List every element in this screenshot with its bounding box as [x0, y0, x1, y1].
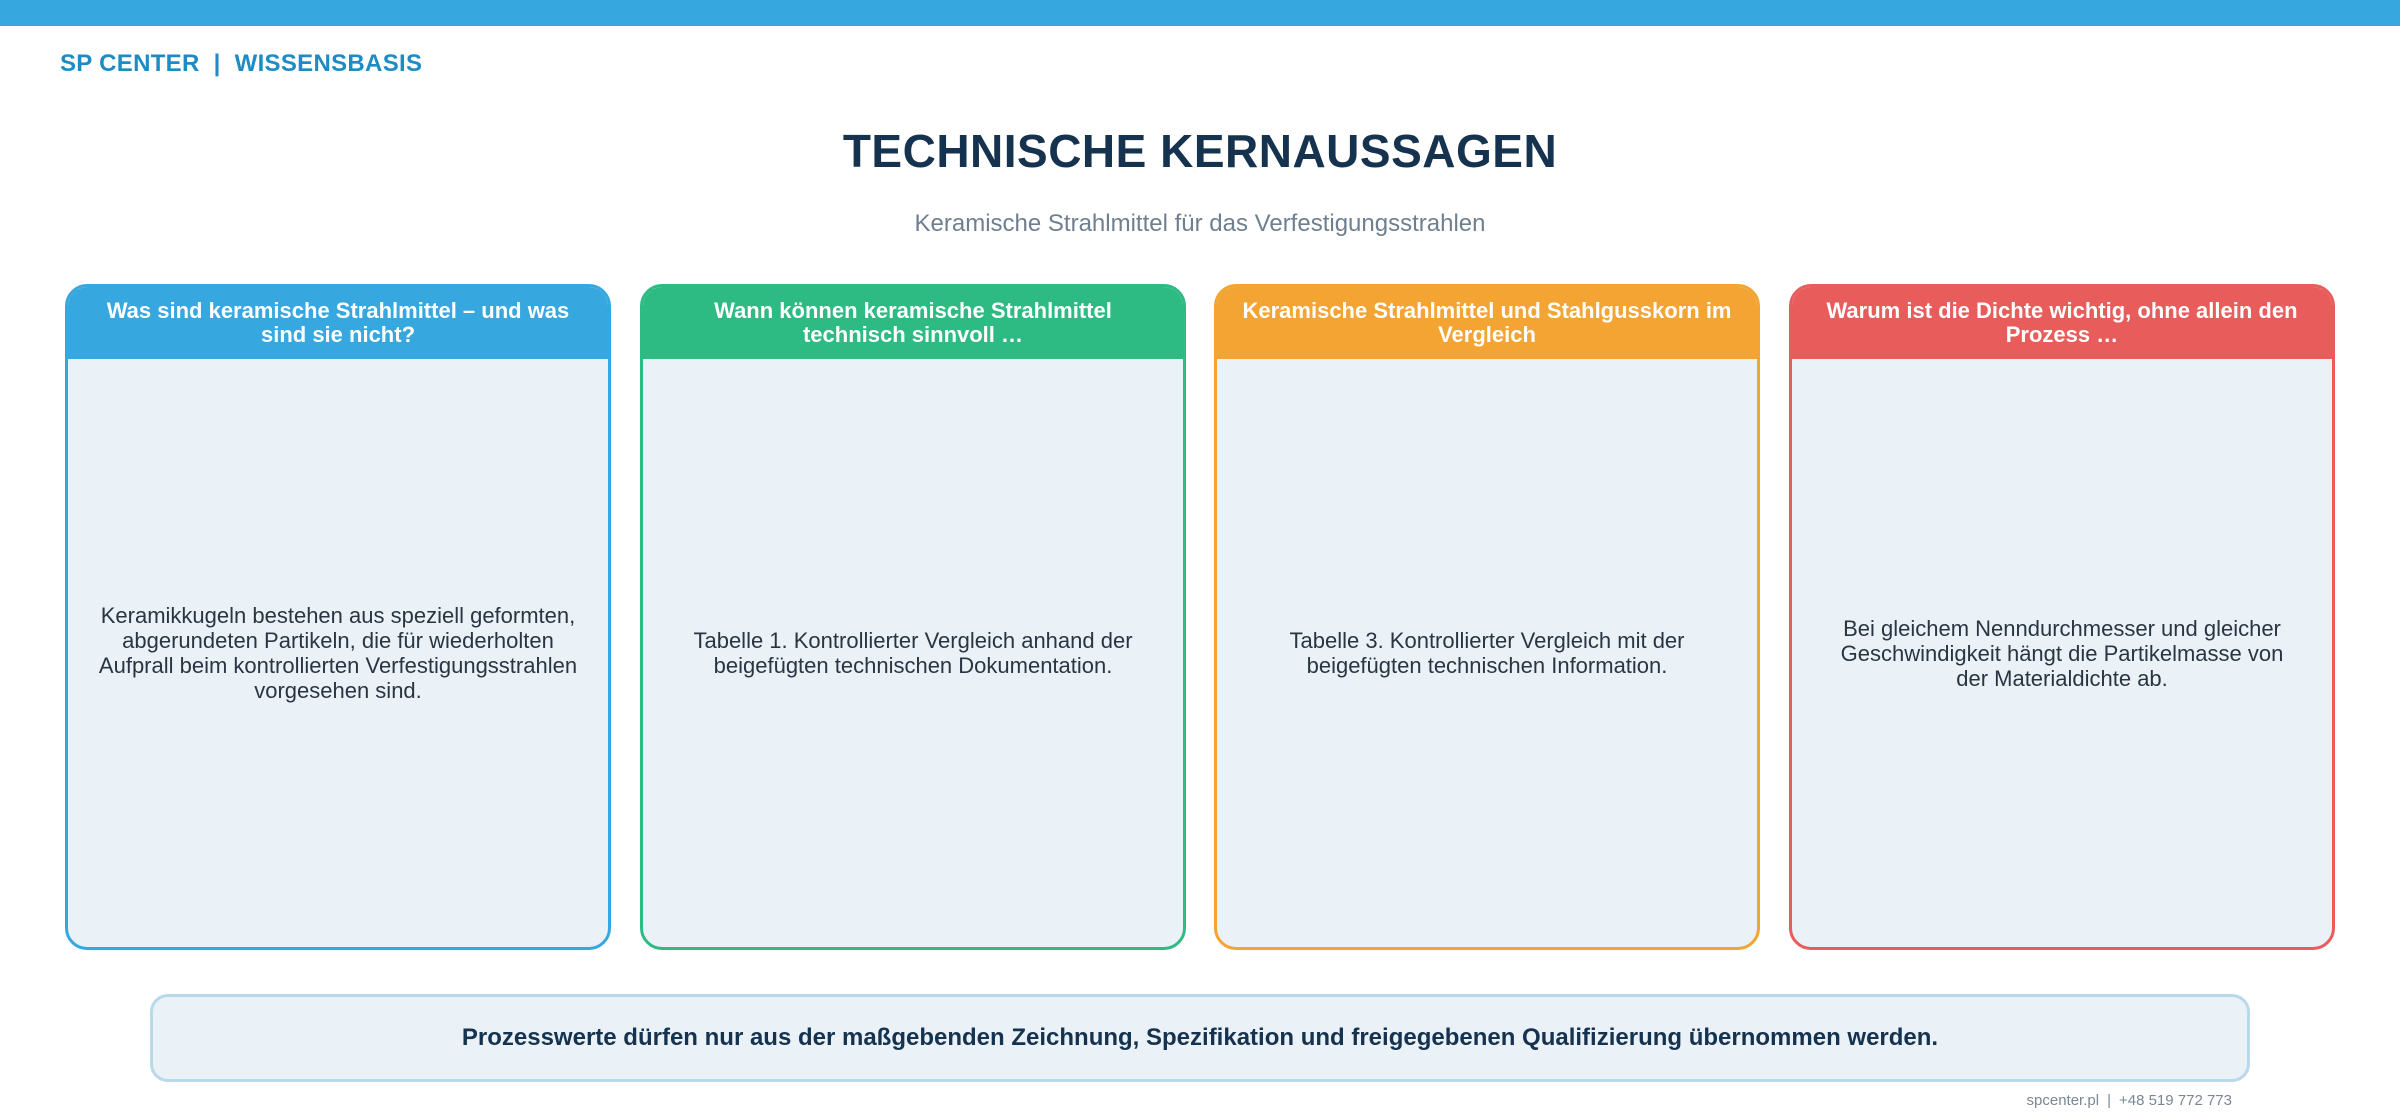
card-body [1792, 359, 2332, 947]
top-accent-bar [0, 0, 2400, 26]
footer-website[interactable]: spcenter.pl [2026, 1092, 2100, 1109]
page-title: TECHNISCHE KERNAUSSAGEN [842, 125, 1558, 177]
brand-header [60, 50, 422, 78]
card-density [1789, 284, 2335, 950]
brand-section: WISSENSBASIS [234, 50, 423, 77]
footer-contact [2027, 1092, 2232, 1109]
card-text: Bei gleichem Nenndurchmesser und gleicher Geschwindigkeit hängt die Partikelmasse von der Materialdichte ab. [1840, 615, 2284, 691]
card-when-useful [640, 284, 1186, 950]
card-body [1217, 359, 1757, 947]
card-text: Tabelle 1. Kontrollierter Vergleich anhand der beigefügten technischen Dokumentation. [693, 628, 1133, 678]
card-ceramic-media-definition [65, 284, 611, 950]
card-title: Wann können keramische Strahlmittel technisch sinnvoll … [643, 287, 1183, 359]
card-text: Tabelle 3. Kontrollierter Vergleich mit der beigefügten technischen Information. [1289, 628, 1685, 678]
page-subtitle: Keramische Strahlmittel für das Verfestigungsstrahlen [914, 210, 1486, 237]
card-text: Keramikkugeln bestehen aus speziell geformten, abgerundeten Partikeln, die für wiederholten Aufprall beim kontrollierten Verfestigungsstrahlen vorgesehen sind. [98, 603, 578, 703]
card-comparison [1214, 284, 1760, 950]
brand-separator: | [213, 50, 221, 77]
process-values-note [150, 994, 2250, 1082]
card-title: Warum ist die Dichte wichtig, ohne allein den Prozess … [1792, 287, 2332, 359]
note-text: Prozesswerte dürfen nur aus der maßgebenden Zeichnung, Spezifikation und freigegebenen Qualifizierung übernommen werden. [461, 1024, 1939, 1051]
card-title: Keramische Strahlmittel und Stahlgusskorn im Vergleich [1217, 287, 1757, 359]
card-grid [65, 284, 2335, 951]
footer-phone[interactable]: +48 519 772 773 [2118, 1092, 2232, 1109]
footer-separator: | [2107, 1092, 2111, 1109]
card-body [68, 359, 608, 947]
brand-name: SP CENTER [60, 50, 200, 77]
card-title: Was sind keramische Strahlmittel – und was sind sie nicht? [68, 287, 608, 359]
card-body [643, 359, 1183, 947]
